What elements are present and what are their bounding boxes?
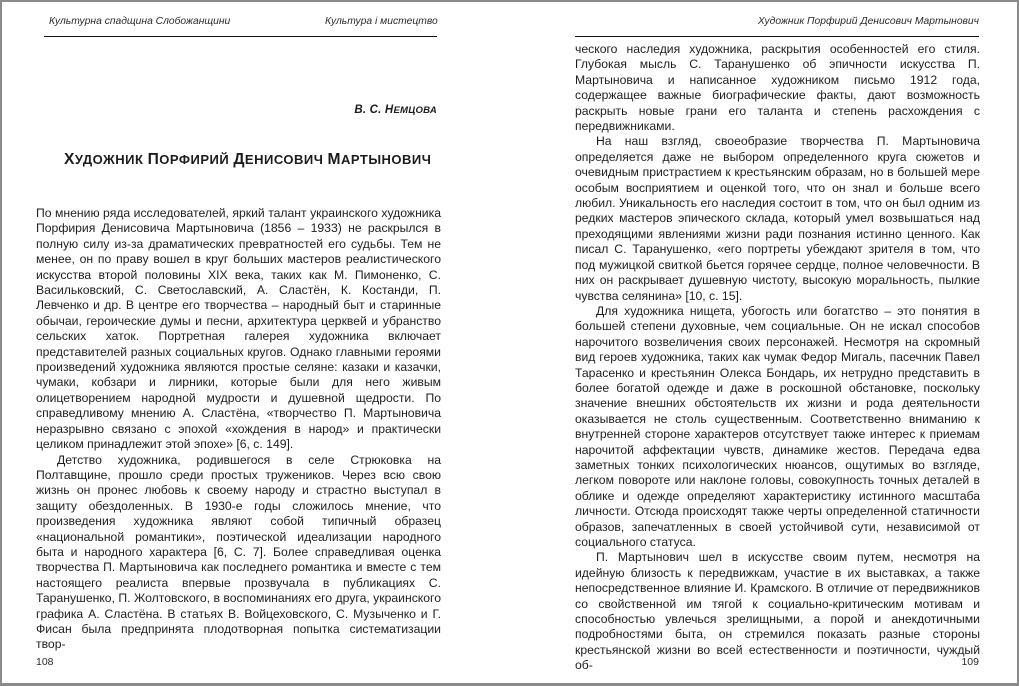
title-word-4-cap: М [327,151,341,168]
title-word-4-rest: АРТЫНОВИЧ [340,152,432,167]
right-page [509,0,1019,685]
paragraph: На наш взгляд, своеобразие творчества П. Мартыновича определяется даже не выбором определенного круга сюжетов и очевидным пристрастием к крестьянским образам, но в большей мере особым восприятием и оценкой того, что он знал и больше всего любил. Уникальность его наследия состоит в том, что он был одним из редких мастеров эпического склада, который умел возвышаться над преходящими явлениями жизни ради познания истинно ценного. Как писал С. Таранушенко, «его портреты убеждают зрителя в том, что под мужицкой свиткой бьется горячее сердце, полное человечности. В них он раскрывает душевную чистоту, высокую моральность, пылкие чувства селянина» [10, с. 15]. [575,134,980,303]
page-number-left: 108 [36,656,54,668]
right-body-text [575,42,980,674]
title-word-1-cap: Х [64,151,75,168]
title-word-3-rest: ЕНИСОВИЧ [244,152,328,167]
paragraph: Для художника нищета, убогость или богатство – это понятия в большей степени духовные, чем социальные. Он не искал способов нарочитого возвеличения своих персонажей. Несмотря на скромный вид героев художника, таких как чумак Федор Мигаль, пасечник Павел Тарасенко и крестьянин Олекса Бондарь, их нетрудно представить в более богатой одежде и даже в роскошной обстановке, поскольку значение внешних обстоятельств их жизни и рода деятельности оказывается не столь существенным. Соответственно вниманию к внутренней стороне характеров отсутствует также интерес к приемам нарочитой аффектации чувств, динамике жестов. Передача едва заметных тонких психологических нюансов, ощутимых во взгляде, легком повороте или наклоне головы, совокупность точных деталей в облике и одежде определяют характеристику истинного масштаба личности. Отсюда происходят также черты определенной статичности образов, запечатленных в своей устойчивой сути, независимой от социального статуса. [575,303,980,549]
paragraph: П. Мартынович шел в искусстве своим путем, несмотря на идейную близость к передвижкам, участие в их выставках, а также непосредственное влияние И. Крамского. В отличие от передвижников со свойственной им тягой к социально-критическим мотивам и способностью увлечься зрелищными, а порой и анекдотичными подробностями быта, он стремился показать разные стороны крестьянской жизни во всей естественности и поэтичности, чуждый об- [575,550,980,673]
title-word-2-rest: ОРФИРИЙ [159,152,234,167]
running-head-article: Художник Порфирий Денисович Мартынович [757,16,979,27]
author-surname-rest: ЕМЦОВА [393,105,437,116]
title-word-2-cap: П [147,151,160,168]
left-page [0,0,509,685]
running-head-section: Культура і мистецтво [325,16,438,27]
title-word-1-rest: УДОЖНИК [74,152,148,167]
title-word-3-cap: Д [233,151,245,168]
article-title [64,151,431,169]
paragraph: ческого наследия художника, раскрытия особенностей его стиля. Глубокая мысль С. Таранушенко об эпичности искусства П. Мартыновича и написанное художником письмо 1912 года, содержащее важные биографические факты, дают возможность раскрыть новые грани его таланта и степень расхождения с передвижниками. [575,42,980,134]
paragraph: По мнению ряда исследователей, яркий талант украинского художника Порфирия Денисовича Мартыновича (1856 – 1933) не раскрылся в полную силу из-за драматических превратностей его судьбы. Тем не менее, он по праву вошел в круг больших мастеров реалистического искусства второй половины XIX века, таких как М. Пимоненко, С. Васильковский, С. Светославский, А. Сластён, К. Костанди, П. Левченко и др. В центре его творчества – народный быт и старинные обычаи, героические думы и песни, архитектура церквей и убранство сельских хаток. Портретная галерея художника включает представителей разных социальных кругов. Однако главными героями произведений художника являются простые селяне: казаки и казачки, чумаки, кобзари и лирники, которые были для него живым олицетворением народной мудрости и душевной щедрости. По справедливому мнению А. Сластёна, «творчество П. Мартыновича неразрывно связано с эпохой «хождения в народ» и практически целиком принадлежит этой эпохе» [6, с. 149]. [36,206,441,452]
header-rule [575,36,979,37]
left-body-text [36,206,441,653]
paragraph: Детство художника, родившегося в селе Стрюковка на Полтавщине, прошло среди простых тружеников. Через всю свою жизнь он пронес любовь к своему народу и страстно выступал в защиту обездоленных. В 1930-е годы сложилось мнение, что произведения художника являют собой типичный образец «национальной романтики», поэтической идеализации народного быта и народного характера [6, С. 7]. Более справедливая оценка творчества П. Мартыновича как последнего романтика и вместе с тем настоящего реалиста впервые прозвучала в публикациях С. Таранушенко, П. Жолтовского, в воспоминаниях его друга, украинского графика А. Сластёна. В статьях В. Войцеховского, С. Музыченко и Г. Фисан была предпринята плодотворная попытка систематизации твор- [36,452,441,652]
running-head-journal: Культурна спадщина Слобожанщини [49,16,231,27]
header-rule [44,36,437,37]
author-initials: В. С. Н [354,104,394,116]
page-number-right: 109 [961,656,979,668]
article-author [0,104,437,116]
